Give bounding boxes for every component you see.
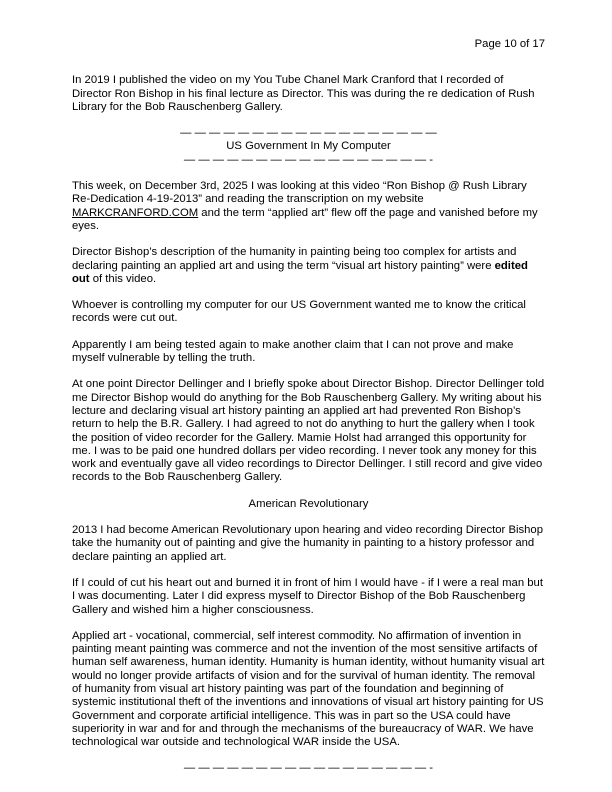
- section-divider-us-government: [72, 127, 545, 167]
- divider-dashed-line-bottom: — — — — — — — — — — — — — — — — — -: [183, 153, 434, 166]
- edited-out-bold-text: edited out: [72, 259, 528, 285]
- paragraph-edited-out: [72, 246, 545, 286]
- paragraph-being-tested: Apparently I am being tested again to make another claim that I can not prove and make myself vulnerable by telling the truth.: [72, 338, 514, 365]
- divider-dashed-line-footer: — — — — — — — — — — — — — — — — — -: [183, 762, 434, 775]
- paragraph-intro-2019-video: In 2019 I published the video on my You Tube Chanel Mark Cranford that I recorded of Director Ron Bishop in his final lecture as Director. This was during the re dedication of Rush Library for the Bob Rauschenberg Gallery.: [72, 74, 535, 113]
- section-title-us-government-in-my-computer: US Government In My Computer: [226, 140, 391, 153]
- paragraph-edited-out-text-end: of this video.: [89, 272, 157, 285]
- paragraph-2013-american-revolutionary: 2013 I had become American Revolutionary upon hearing and video recording Director Bishop take the humanity out of painting and give the humanity in painting to a history professor and declare painting an applied art.: [72, 524, 543, 563]
- paragraph-december-3rd-text-end: and the term “applied art” flew off the page and vanished before my eyes.: [72, 206, 538, 232]
- paragraph-cut-his-heart-out: If I could of cut his heart out and burned it in front of him I would have - if I were a real man but I was documenting. Later I did express myself to Director Bishop of the Bob Rauschenberg Gallery and wished him a higher consciousness.: [72, 576, 543, 616]
- paragraph-december-3rd-text-start: This week, on December 3rd, 2025 I was looking at this video “Ron Bishop @ Rush Library Re-Dedication 4-19-2013” and reading the transcription on my website: [72, 180, 527, 206]
- paragraph-whoever-controlling: Whoever is controlling my computer for our US Government wanted me to know the critical records were cut out.: [72, 299, 526, 325]
- section-title-american-revolutionary: American Revolutionary: [248, 497, 369, 510]
- paragraph-edited-out-text-start: Director Bishop’s description of the humanity in painting being too complex for artists and declaring painting an applied art and using the term “visual art history painting” were: [72, 246, 517, 272]
- paragraph-applied-art-definition: Applied art - vocational, commercial, self interest commodity. No affirmation of invention in painting meant painting was commerce and not the invention of the most sensitive artifacts of human self awareness, human identity. Humanity is human identity, without humanity visual art would no longer provide artifacts of vision and for the survival of human identity. The removal of humanity from visual art history painting was part of the foundation and beginning of systemic institutional theft of the inventions and innovations of visual art history painting for US Government and corporate artificial intelligence. This was in part so the USA could have superiority in war and for and through the mechanisms of the bureaucracy of WAR. We have technological war outside and technological WAR inside the USA.: [72, 629, 545, 749]
- markcranford-com-link[interactable]: MARKCRANFORD.COM: [72, 206, 199, 219]
- divider-dashed-line-top: — — — — — — — — — — — — — — — — — —: [180, 127, 437, 140]
- paragraph-december-3rd: [72, 180, 545, 233]
- paragraph-director-dellinger: At one point Director Dellinger and I briefly spoke about Director Bishop. Director Dellinger told me Director Bishop would do anything for the Bob Rauschenberg Gallery. My writing about his lecture and declaring visual art history painting an applied art had prevented Ron Bishop’s return to help the B.R. Gallery. I had agreed to not do anything to hurt the gallery when I took the position of video recorder for the Gallery. Mamie Holst had arranged this opportunity for me. I was to be paid one hundred dollars per video recording. I never took any money for this work and eventually gave all video recordings to Director Dellinger. I still record and give video records to the Bob Rauschenberg Gallery.: [72, 378, 545, 484]
- page-number: Page 10 of 17: [474, 38, 545, 50]
